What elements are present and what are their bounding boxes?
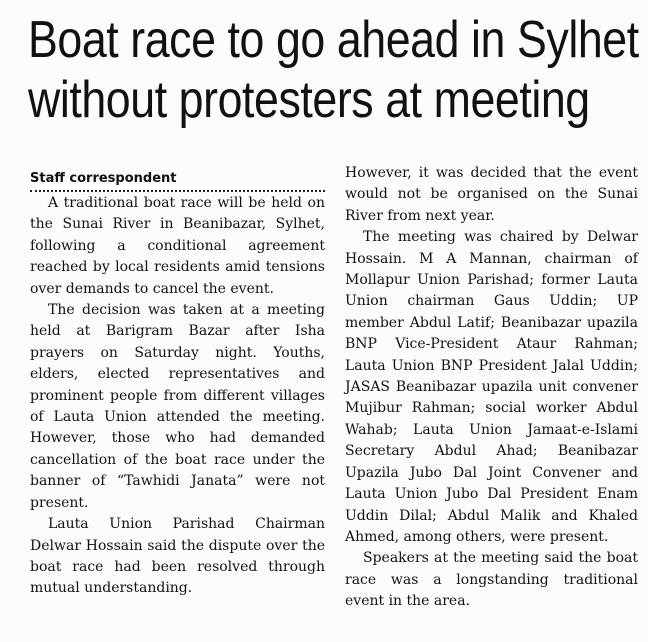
article-column-left <box>30 170 325 600</box>
paragraph-intro: A traditional boat race will be held on the Sunai River in Beanibazar, Sylhet, following a conditional agreement reached by local residents amid tensions over demands to cancel the event. <box>30 195 325 297</box>
paragraph-attendees: The meeting was chaired by Delwar Hossain. M A Mannan, chairman of Mollapur Union Parishad; former Lauta Union chairman Gaus Uddin; UP member Abdul Latif; Beanibazar upazila BNP Vice-President Ataur Rahman; Lauta Union BNP President Jalal Uddin; JASAS Beanibazar upazila unit convener Mujibur Rahman; social worker Abdul Wahab; Lauta Union Jamaat-e-Islami Secretary Abdul Ahad; Beanibazar Upazila Jubo Dal Joint Convener and Lauta Union Jubo Dal President Enam Uddin Dilal; Abdul Malik and Khaled Ahmed, among others, were present. <box>345 229 638 545</box>
headline-line-1: Boat race to go ahead in Sylhet <box>28 11 639 69</box>
paragraph-speakers: Speakers at the meeting said the boat race was a longstanding traditional event in the area. <box>345 550 638 610</box>
headline <box>28 10 639 130</box>
headline-line-2: without protesters at meeting <box>28 71 590 129</box>
article-column-right <box>345 163 638 613</box>
byline: Staff correspondent <box>30 170 325 192</box>
paragraph-meeting: The decision was taken at a meeting held at Barigram Bazar after Isha prayers on Saturday night. Youths, elders, elected representatives and prominent people from different villages of Lauta Union attended the meeting. However, those who had demanded cancellation of the boat race under the banner of “Tawhidi Janata” were not present. <box>30 302 325 511</box>
paragraph-next-year: However, it was decided that the event would not be organised on the Sunai River from next year. <box>345 165 638 224</box>
paragraph-chairman-quote: Lauta Union Parishad Chairman Delwar Hossain said the dispute over the boat race had been resolved through mutual understanding. <box>30 516 325 597</box>
